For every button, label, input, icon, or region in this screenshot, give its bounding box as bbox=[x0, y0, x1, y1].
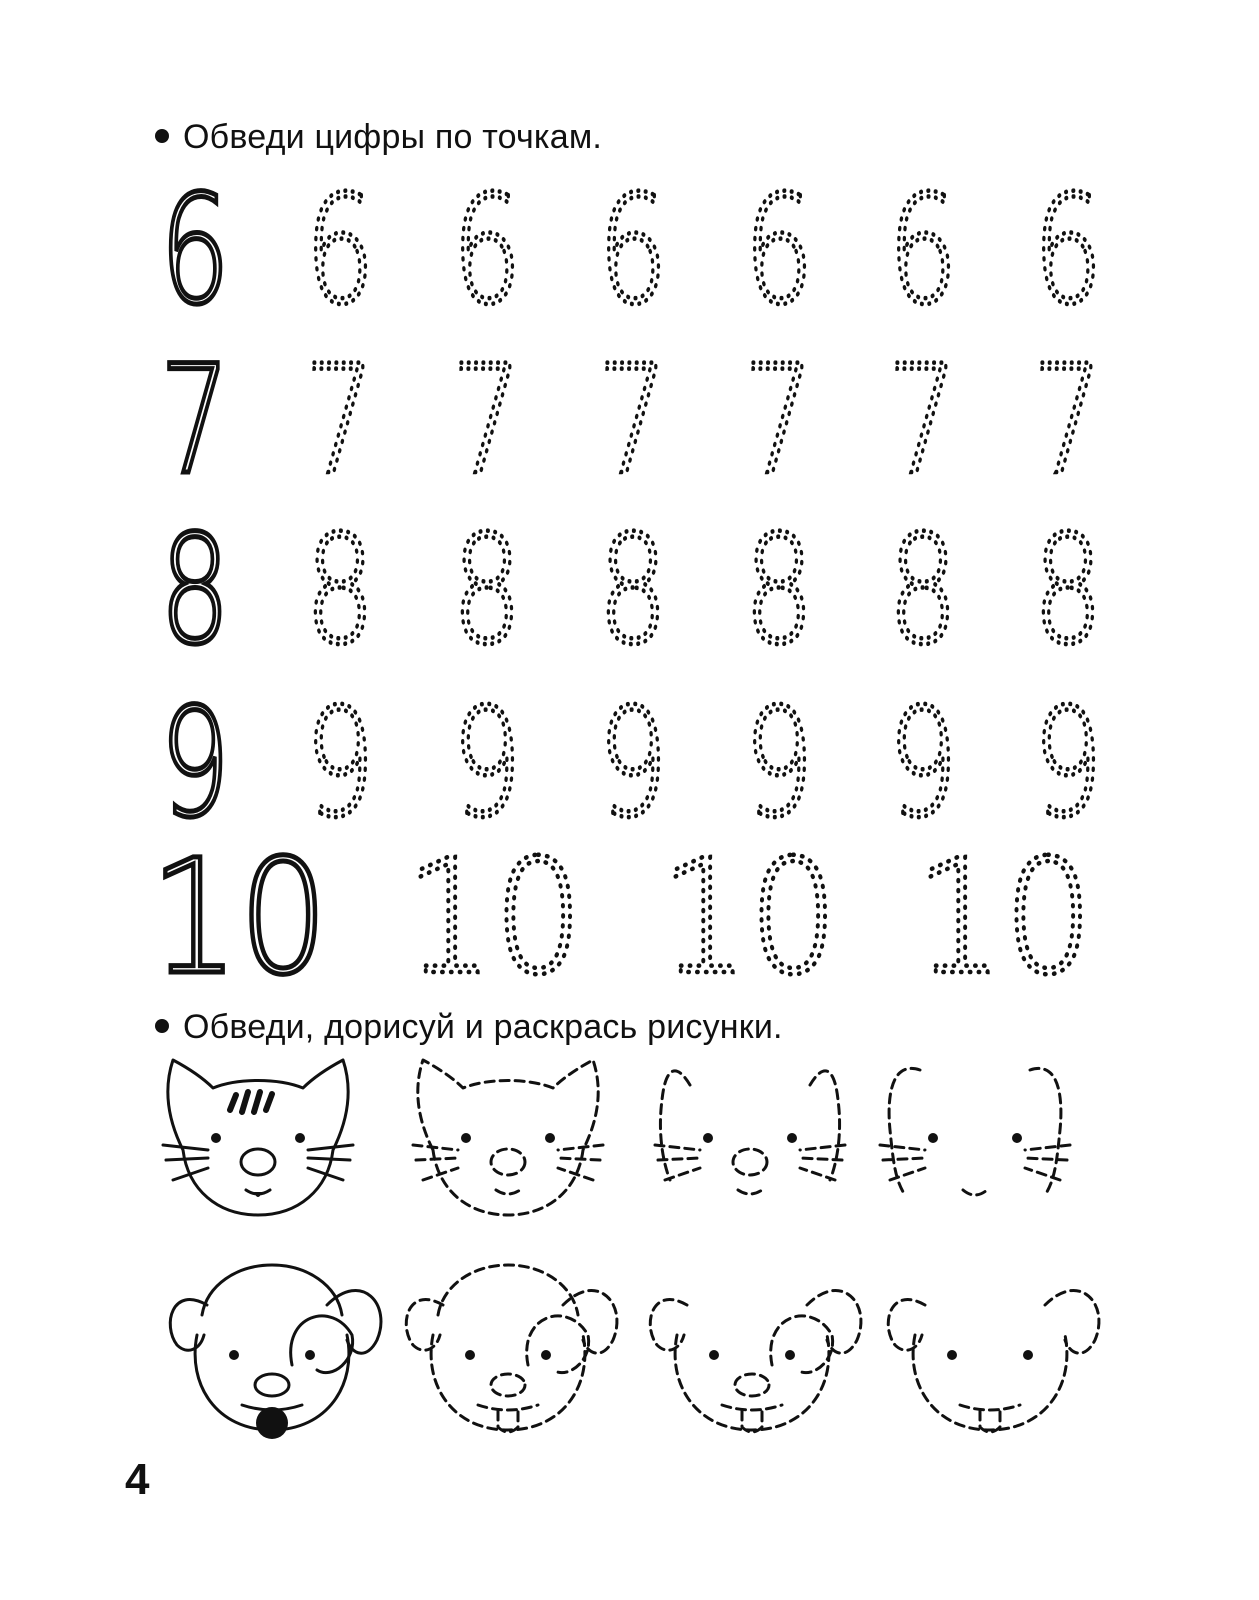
dotted-digit-9[interactable]: 9 bbox=[452, 677, 522, 851]
dotted-digit-9[interactable]: 9 bbox=[1033, 677, 1103, 851]
dotted-digit-9[interactable]: 9 bbox=[888, 677, 958, 851]
dog-face-4[interactable] bbox=[888, 1291, 1099, 1432]
dotted-digit-8[interactable]: 8 bbox=[1033, 504, 1103, 678]
cat-face-3[interactable] bbox=[655, 1071, 845, 1194]
sample-digit-10: 10 bbox=[150, 826, 328, 1000]
sample-digit-9: 9 bbox=[160, 677, 230, 851]
dotted-digit-6[interactable]: 6 bbox=[305, 164, 375, 338]
dotted-digit-9[interactable]: 9 bbox=[744, 677, 814, 851]
dog-face-1 bbox=[170, 1265, 381, 1439]
dog-face-2[interactable] bbox=[406, 1265, 617, 1432]
dotted-digit-9[interactable]: 9 bbox=[305, 677, 375, 851]
bullet-icon bbox=[155, 1019, 169, 1033]
sample-digit-8: 8 bbox=[160, 504, 230, 678]
dotted-digit-7[interactable]: 7 bbox=[305, 334, 375, 508]
sample-digit-7: 7 bbox=[160, 334, 230, 508]
dotted-digit-6[interactable]: 6 bbox=[598, 164, 668, 338]
sample-digit-6: 6 bbox=[160, 164, 230, 338]
dotted-digit-10[interactable]: 10 bbox=[405, 826, 583, 1000]
dog-face-3[interactable] bbox=[650, 1291, 861, 1432]
dotted-digit-7[interactable]: 7 bbox=[598, 334, 668, 508]
cat-face-4[interactable] bbox=[880, 1068, 1070, 1195]
instruction-text: Обведи цифры по точкам. bbox=[183, 118, 603, 156]
cat-face-2[interactable] bbox=[413, 1060, 603, 1215]
dotted-digit-10[interactable]: 10 bbox=[915, 826, 1093, 1000]
dotted-digit-6[interactable]: 6 bbox=[452, 164, 522, 338]
dotted-digit-7[interactable]: 7 bbox=[452, 334, 522, 508]
dotted-digit-6[interactable]: 6 bbox=[1033, 164, 1103, 338]
dotted-digit-7[interactable]: 7 bbox=[888, 334, 958, 508]
page-number: 4 bbox=[125, 1455, 150, 1504]
dotted-digit-6[interactable]: 6 bbox=[744, 164, 814, 338]
dotted-digit-8[interactable]: 8 bbox=[305, 504, 375, 678]
dotted-digit-10[interactable]: 10 bbox=[660, 826, 838, 1000]
dotted-digit-8[interactable]: 8 bbox=[744, 504, 814, 678]
cat-face-1 bbox=[163, 1060, 353, 1215]
dotted-digit-8[interactable]: 8 bbox=[598, 504, 668, 678]
dotted-digit-9[interactable]: 9 bbox=[598, 677, 668, 851]
instruction-trace-pictures bbox=[155, 1010, 783, 1044]
dotted-digit-7[interactable]: 7 bbox=[744, 334, 814, 508]
dotted-digit-7[interactable]: 7 bbox=[1033, 334, 1103, 508]
instruction-text: Обведи, дорисуй и раскрась рисунки. bbox=[183, 1008, 783, 1046]
dotted-digit-6[interactable]: 6 bbox=[888, 164, 958, 338]
dotted-digit-8[interactable]: 8 bbox=[888, 504, 958, 678]
dotted-digit-8[interactable]: 8 bbox=[452, 504, 522, 678]
